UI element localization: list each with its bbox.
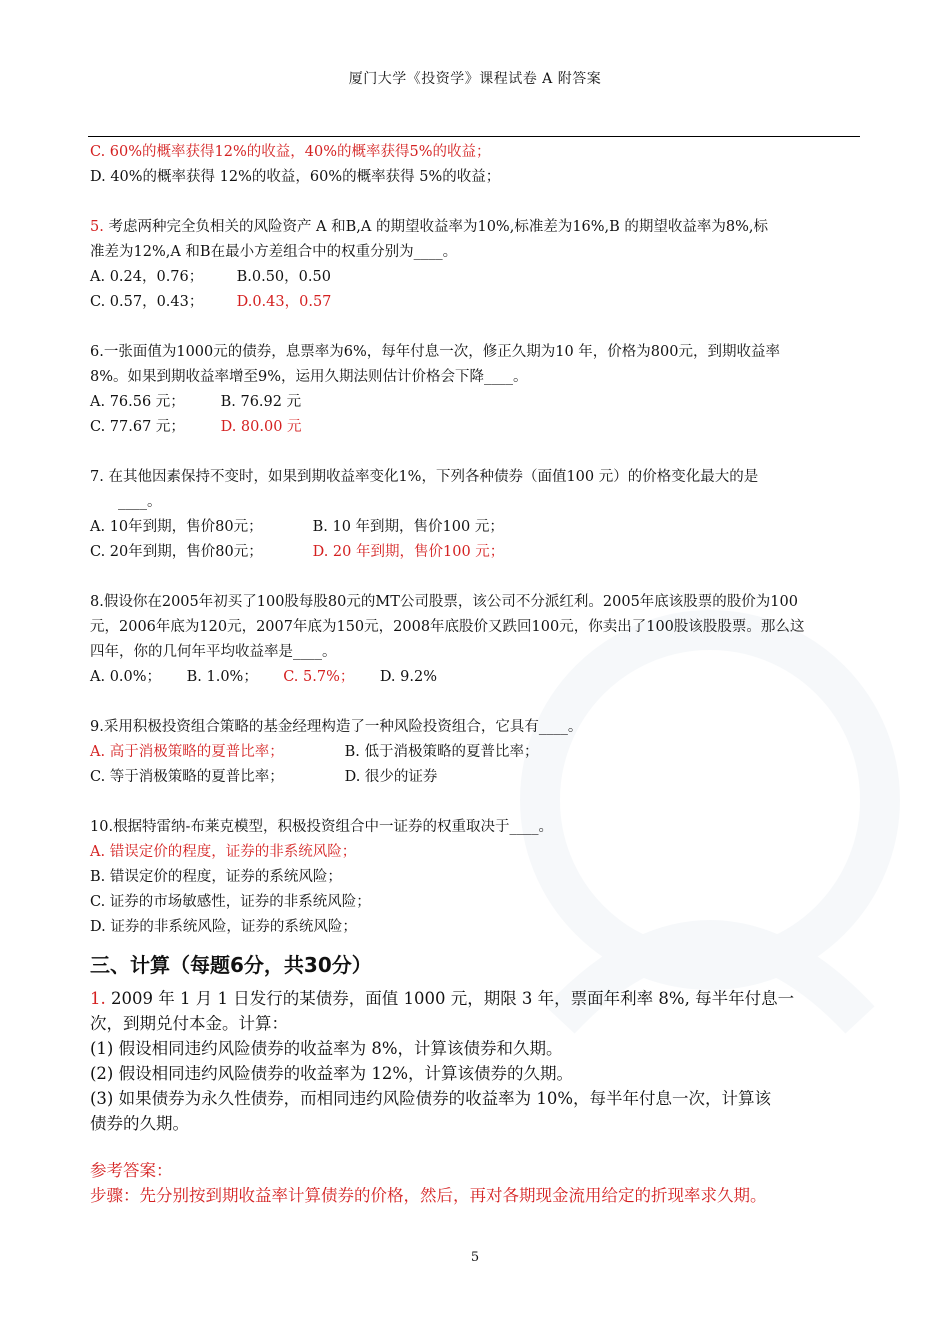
page-header: 厦门大学《投资学》课程试卷 A 附答案 (348, 71, 602, 87)
calc-question-1-line: 1. 2009 年 1 月 1 日发行的某债券，面值 1000 元，期限 3 年，票面年利率 8%, 每半年付息一 (90, 989, 795, 1008)
option-c: C. 等于消极策略的夏普比率； (90, 769, 284, 785)
option-c: C. 证券的市场敏感性，证券的非系统风险； (90, 894, 371, 910)
page-number: 5 (470, 1250, 480, 1265)
answer-label: 参考答案： (90, 1161, 173, 1180)
option-d-answer: D.0.43，0.57 (236, 294, 332, 310)
question-7-stem-line: ____。 (118, 494, 162, 510)
option-a: A. 0.24，0.76； (90, 269, 204, 285)
option-b: B. 低于消极策略的夏普比率； (344, 744, 539, 760)
question-5-option-row (90, 265, 862, 290)
option-d: D. 很少的证券 (344, 769, 438, 785)
calc-question-1-line: 次，到期兑付本金。计算： (90, 1014, 288, 1033)
option-b: B.0.50，0.50 (236, 269, 331, 285)
option-c: C. 77.67 元； (90, 419, 185, 435)
option-b: B. 错误定价的程度，证券的系统风险； (90, 869, 342, 885)
question-7-option-row (90, 540, 862, 565)
option-c: C. 20年到期，售价80元； (90, 544, 263, 560)
question-6-option-row (90, 390, 862, 415)
question-9-stem-line: 9.采用积极投资组合策略的基金经理构造了一种风险投资组合，它具有____。 (90, 719, 583, 735)
question-8-option-row (90, 665, 862, 690)
question-8-stem-line: 元，2006年底为120元，2007年底为150元，2008年底股价又跌回100元，你卖出了100股该股股票。那么这 (90, 619, 805, 635)
option-c-answer: C. 5.7%； (283, 669, 355, 685)
question-5-stem-line: 5. 考虑两种完全负相关的风险资产 A 和B,A 的期望收益率为10%,标准差为16%,B 的期望收益率为8%,标 (90, 219, 769, 235)
option-d-answer: D. 20 年到期，售价100 元； (312, 544, 505, 560)
option-a-answer: A. 错误定价的程度，证券的非系统风险； (90, 844, 357, 860)
header-rule (88, 136, 860, 137)
question-8-number: 8. (90, 594, 104, 610)
question-6-option-row (90, 415, 862, 440)
question-8-stem-line: 8.假设你在2005年初买了100股每股80元的MT公司股票，该公司不分派红利。2005年底该股票的股价为100 (90, 594, 798, 610)
option-c: C. 0.57，0.43； (90, 294, 204, 310)
calc-question-1-line: (3) 如果债券为永久性债券，而相同违约风险债券的收益率为 10%，每半年付息一次，计算该 (90, 1089, 772, 1108)
question-7-stem-line: 7. 在其他因素保持不变时，如果到期收益率变化1%，下列各种债券（面值100 元）的价格变化最大的是 (90, 469, 759, 485)
option-a: A. 10年到期，售价80元； (90, 519, 263, 535)
option-b: B. 76.92 元 (220, 394, 302, 410)
question-6-stem-line: 8%。如果到期收益率增至9%，运用久期法则估计价格会下降____。 (90, 369, 528, 385)
exam-content (90, 140, 862, 1208)
calc-question-1-number: 1. (90, 989, 106, 1008)
calc-question-1-line: (2) 假设相同违约风险债券的收益率为 12%，计算该债券的久期。 (90, 1064, 574, 1083)
answer-step: 步骤：先分别按到期收益率计算债券的价格，然后，再对各期现金流用给定的折现率求久期。 (90, 1186, 767, 1205)
option-d: D. 证券的非系统风险，证券的系统风险； (90, 919, 357, 935)
option-d: D. 9.2% (379, 669, 437, 685)
question-10-number: 10. (90, 819, 114, 835)
option-a: A. 76.56 元； (90, 394, 185, 410)
option-a: A. 0.0%； (90, 669, 162, 685)
question-9-option-row (90, 765, 862, 790)
question-5-option-row (90, 290, 862, 315)
question-7-number: 7. (90, 469, 104, 485)
question-5-stem-line: 准差为12%,A 和B在最小方差组合中的权重分别为____。 (90, 244, 458, 260)
question-9-number: 9. (90, 719, 104, 735)
option-b: B. 1.0%； (186, 669, 258, 685)
section-title: 三、计算（每题6分，共30分） (90, 953, 372, 977)
question-9-option-row (90, 740, 862, 765)
option-a-answer: A. 高于消极策略的夏普比率； (90, 744, 284, 760)
calc-question-1-line: (1) 假设相同违约风险债券的收益率为 8%，计算该债券和久期。 (90, 1039, 563, 1058)
option-b: B. 10 年到期，售价100 元； (312, 519, 504, 535)
question-6-number: 6. (90, 344, 104, 360)
question-8-stem-line: 四年，你的几何年平均收益率是____。 (90, 644, 337, 660)
question-6-stem-line: 6.一张面值为1000元的债券，息票率为6%，每年付息一次，修正久期为10 年，价格为800元，到期收益率 (90, 344, 780, 360)
q4-option-c: C. 60%的概率获得12%的收益，40%的概率获得5%的收益； (90, 144, 491, 160)
option-d-answer: D. 80.00 元 (220, 419, 302, 435)
q4-option-d: D. 40%的概率获得 12%的收益，60%的概率获得 5%的收益； (90, 169, 501, 185)
question-5-number: 5. (90, 219, 104, 235)
calc-question-1-line: 债券的久期。 (90, 1114, 189, 1133)
question-7-option-row (90, 515, 862, 540)
question-10-stem-line: 10.根据特雷纳-布莱克模型，积极投资组合中一证券的权重取决于____。 (90, 819, 553, 835)
